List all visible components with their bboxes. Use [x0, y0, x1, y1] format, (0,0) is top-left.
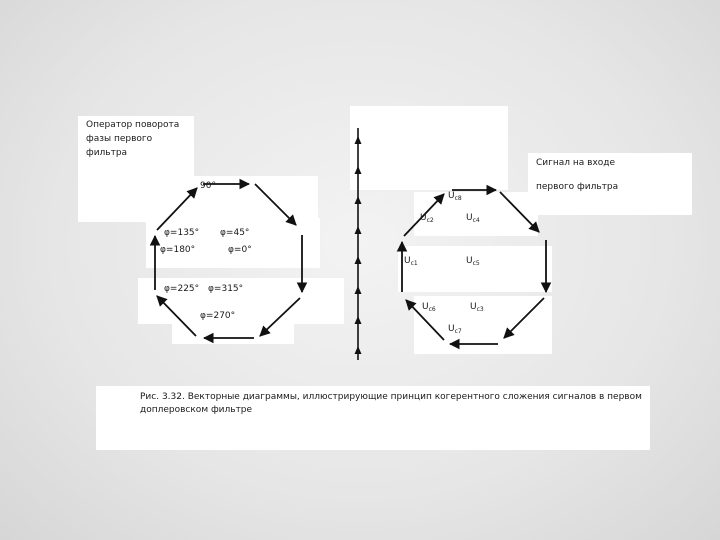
signal-label-c5: $U_{c5}$ — [466, 256, 480, 267]
input-signal-caption-line-1: Сигнал на входе — [536, 158, 616, 168]
signal-label-c4: $U_{c4}$ — [466, 213, 480, 224]
figure-caption-line-1: Рис. 3.32. Векторные диаграммы, иллюстрирующие принцип когерентного сложения сигналов в первом — [140, 392, 642, 402]
figure-caption-line-2: доплеровском фильтре — [140, 405, 253, 415]
signal-label-c7: $U_{c7}$ — [448, 324, 462, 335]
angle-label-135: φ=135° — [164, 228, 200, 238]
phase-operator-caption-line-3: фильтра — [86, 148, 128, 158]
angle-label-270: φ=270° — [200, 311, 236, 321]
signal-label-c2: $U_{c2}$ — [420, 213, 434, 224]
signal-label-c3: $U_{c3}$ — [470, 302, 484, 313]
angle-label-225: φ=225° — [164, 284, 200, 294]
angle-label-0: φ=0° — [228, 245, 252, 255]
input-signal-caption-line-2: первого фильтра — [536, 182, 619, 192]
signal-label-c6: $U_{c6}$ — [422, 302, 436, 313]
phase-operator-caption-line-1: Оператор поворота — [86, 120, 180, 130]
angle-label-180: φ=180° — [160, 245, 196, 255]
angle-label-90: 90° — [200, 181, 216, 191]
signal-label-c1: $U_{c1}$ — [404, 256, 418, 267]
phase-operator-caption-line-2: фазы первого — [86, 134, 153, 144]
angle-label-315: φ=315° — [208, 284, 244, 294]
angle-label-45: φ=45° — [220, 228, 250, 238]
signal-label-c8: $U_{c8}$ — [448, 191, 462, 202]
